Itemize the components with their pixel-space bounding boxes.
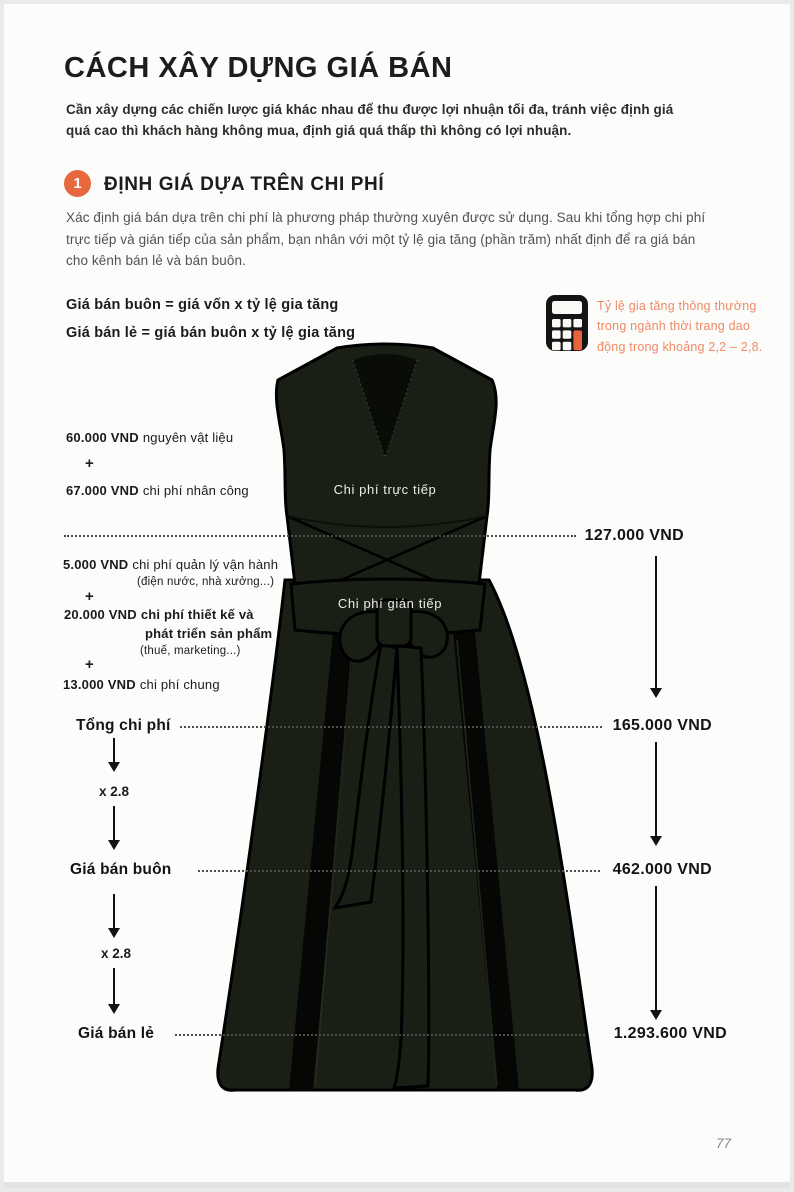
cost-note-design: (thuế, marketing...) (140, 645, 241, 657)
dotted-leader-wholesale (198, 870, 600, 872)
flow-arrow-down (655, 556, 657, 690)
section-paragraph: Xác định giá bán dựa trên chi phí là phương pháp thường xuyên được sử dụng. Sau khi tổng hợp chi phí trực tiếp và gián tiếp của sản phẩm, bạn nhân với một tỷ lệ gia tăng (phần trăm) nhất định để ra giá bán cho kênh bán lẻ và bán buôn. (66, 210, 706, 269)
multiplier-label: x 2.8 (99, 784, 130, 799)
cost-desc: nguyên vật liệu (142, 430, 234, 445)
plus-sign: + (85, 656, 94, 673)
cost-desc: chi phí quản lý vận hành (132, 557, 279, 572)
cost-amount: 60.000 VND (66, 430, 139, 445)
cost-desc: chi phí nhân công (142, 483, 249, 498)
dotted-leader-total (180, 726, 602, 728)
total-cost-value: 165.000 VND (612, 717, 712, 734)
retail-price-label: Giá bán lẻ (78, 1025, 155, 1042)
flow-arrow-down (113, 894, 115, 930)
cost-amount: 5.000 VND (63, 557, 129, 572)
dotted-leader-direct-total (64, 535, 576, 537)
flow-arrow-down (655, 742, 657, 838)
markup-tip-note: Tỷ lệ gia tăng thông thường trong ngành thời trang dao động trong khoảng 2,2 – 2,8. (597, 299, 763, 354)
flow-arrow-down (113, 968, 115, 1006)
plus-sign: + (85, 455, 94, 472)
page-number: 77 (716, 1136, 732, 1151)
plus-sign: + (85, 588, 94, 605)
indirect-cost-zone-label: Chi phí gián tiếp (337, 596, 443, 611)
section-number-badge: 1 (64, 170, 91, 197)
retail-price-value: 1.293.600 VND (613, 1025, 727, 1042)
cost-amount: 20.000 VND (64, 607, 137, 622)
cost-desc: chi phí thiết kế và (140, 607, 254, 622)
cost-desc: chi phí chung (139, 677, 220, 692)
section-heading: ĐỊNH GIÁ DỰA TRÊN CHI PHÍ (104, 174, 385, 195)
multiplier-label: x 2.8 (101, 946, 132, 961)
direct-total-value: 127.000 VND (584, 527, 684, 544)
page-title: CÁCH XÂY DỰNG GIÁ BÁN (64, 52, 453, 84)
total-cost-label: Tổng chi phí (76, 717, 171, 734)
formula-wholesale: Giá bán buôn = giá vốn x tỷ lệ gia tăng (66, 297, 339, 313)
dotted-leader-retail (175, 1034, 585, 1036)
intro-paragraph: Cần xây dựng các chiến lược giá khác nhau để thu được lợi nhuận tối đa, tránh việc định giá quá cao thì khách hàng không mua, định giá quá thấp thì không có lợi nhuận. (66, 102, 674, 138)
wholesale-price-value: 462.000 VND (612, 861, 712, 878)
cost-note-operations: (điện nước, nhà xưởng...) (137, 576, 275, 588)
cost-desc-line2: phát triển sản phẩm (145, 626, 273, 641)
wholesale-price-label: Giá bán buôn (70, 861, 172, 878)
cost-amount: 67.000 VND (66, 483, 139, 498)
cost-amount: 13.000 VND (63, 677, 136, 692)
formula-retail: Giá bán lẻ = giá bán buôn x tỷ lệ gia tăng (66, 325, 356, 341)
direct-cost-zone-label: Chi phí trực tiếp (333, 482, 437, 497)
flow-arrow-down (113, 806, 115, 842)
flow-arrow-down (655, 886, 657, 1012)
flow-arrow-down (113, 738, 115, 764)
dress-illustration (185, 340, 625, 1100)
